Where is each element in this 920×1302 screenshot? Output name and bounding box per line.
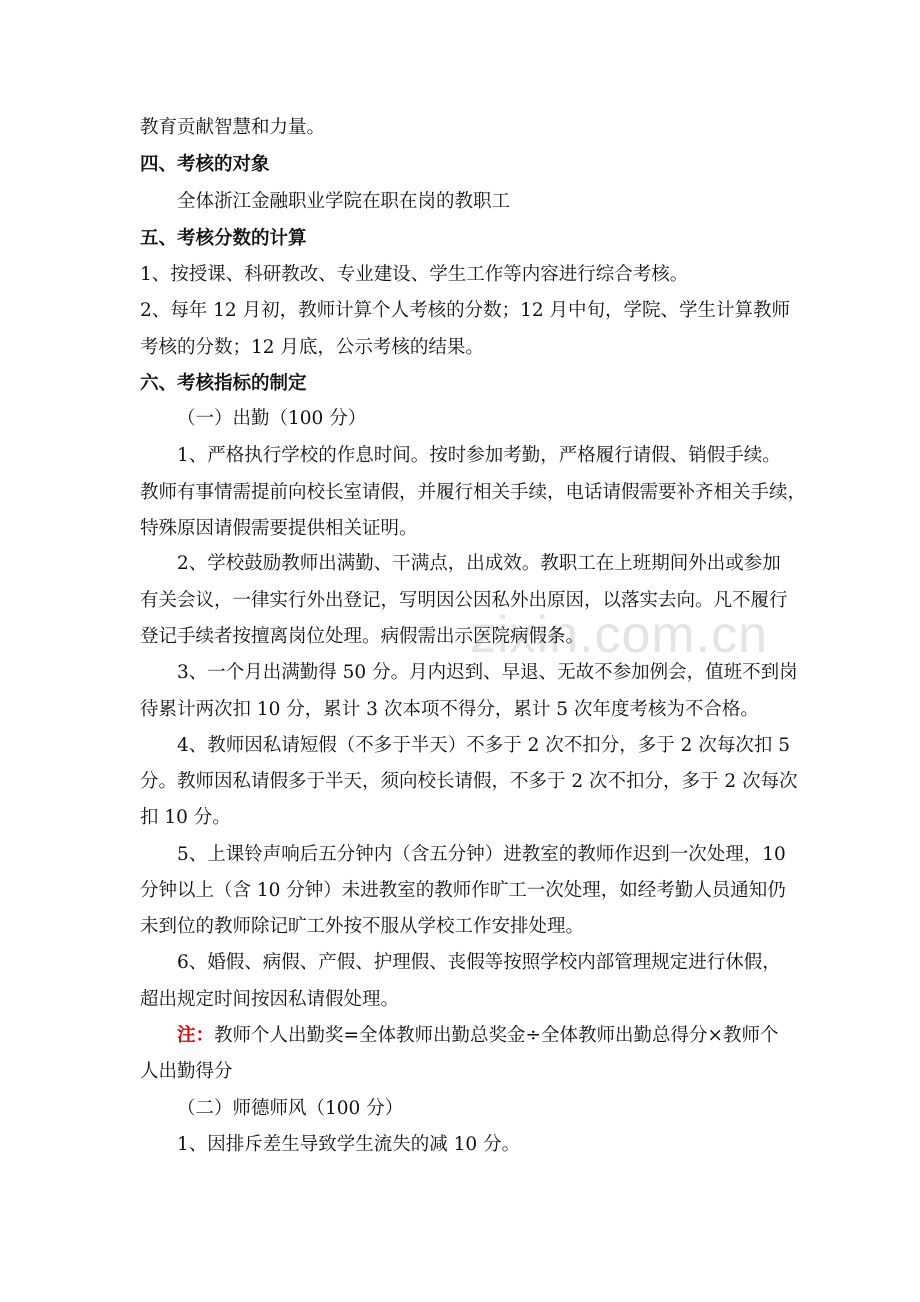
section-heading: 五、考核分数的计算: [140, 228, 307, 249]
subsection-heading: （二）师德师风（100 分）: [177, 1098, 404, 1119]
paragraph-line: 登记手续者按擅离岗位处理。病假需出示医院病假条。: [140, 626, 585, 647]
paragraph-line: 超出规定时间按因私请假处理。: [140, 989, 400, 1010]
paragraph-line: 全体浙江金融职业学院在职在岗的教职工: [177, 191, 511, 212]
paragraph-line: 教师有事情需提前向校长室请假，并履行相关手续，电话请假需要补齐相关手续，: [140, 482, 807, 503]
paragraph-line: 有关会议，一律实行外出登记，写明因公因私外出原因，以落实去向。凡不履行: [140, 590, 788, 611]
paragraph-line: 1、严格执行学校的作息时间。按时参加考勤，严格履行请假、销假手续。: [177, 445, 781, 466]
subsection-heading: （一）出勤（100 分）: [177, 408, 367, 429]
note-line: [177, 1024, 779, 1048]
paragraph-line: 分钟以上（含 10 分钟）未进教室的教师作旷工一次处理，如经考勤人员通知仍: [140, 880, 786, 901]
paragraph-line: 分。教师因私请假多于半天，须向校长请假，不多于 2 次不扣分，多于 2 次每次: [140, 771, 798, 792]
paragraph-line: 考核的分数；12 月底，公示考核的结果。: [140, 337, 484, 358]
watermark: zixin.com.cn: [470, 606, 769, 664]
section-heading: 六、考核指标的制定: [140, 373, 307, 394]
section-heading: 四、考核的对象: [140, 154, 270, 175]
paragraph-line: 2、每年 12 月初，教师计算个人考核的分数；12 月中旬，学院、学生计算教师: [140, 300, 790, 321]
note-text: 教师个人出勤奖=全体教师出勤总奖金÷全体教师出勤总得分×教师个: [214, 1025, 779, 1046]
paragraph-line: 人出勤得分: [140, 1061, 233, 1082]
paragraph-line: 3、一个月出满勤得 50 分。月内迟到、早退、无故不参加例会，值班不到岗: [177, 662, 798, 683]
paragraph-line: 1、因排斥差生导致学生流失的减 10 分。: [177, 1134, 521, 1155]
paragraph-line: 特殊原因请假需要提供相关证明。: [140, 518, 418, 539]
paragraph-line: 扣 10 分。: [140, 807, 231, 828]
paragraph-line: 未到位的教师除记旷工外按不服从学校工作安排处理。: [140, 916, 585, 937]
note-label: 注：: [177, 1025, 215, 1046]
paragraph-line: 6、婚假、病假、产假、护理假、丧假等按照学校内部管理规定进行休假，: [177, 952, 781, 973]
paragraph-line: 1、按授课、科研教改、专业建设、学生工作等内容进行综合考核。: [140, 264, 689, 285]
paragraph-line: 2、学校鼓励教师出满勤、干满点，出成效。教职工在上班期间外出或参加: [177, 553, 781, 574]
paragraph-line: 待累计两次扣 10 分，累计 3 次本项不得分，累计 5 次年度考核为不合格。: [140, 699, 759, 720]
paragraph-line: 教育贡献智慧和力量。: [140, 117, 326, 138]
paragraph-line: 5、上课铃声响后五分钟内（含五分钟）进教室的教师作迟到一次处理，10: [177, 844, 786, 865]
paragraph-line: 4、教师因私请短假（不多于半天）不多于 2 次不扣分，多于 2 次每次扣 5: [177, 735, 790, 756]
